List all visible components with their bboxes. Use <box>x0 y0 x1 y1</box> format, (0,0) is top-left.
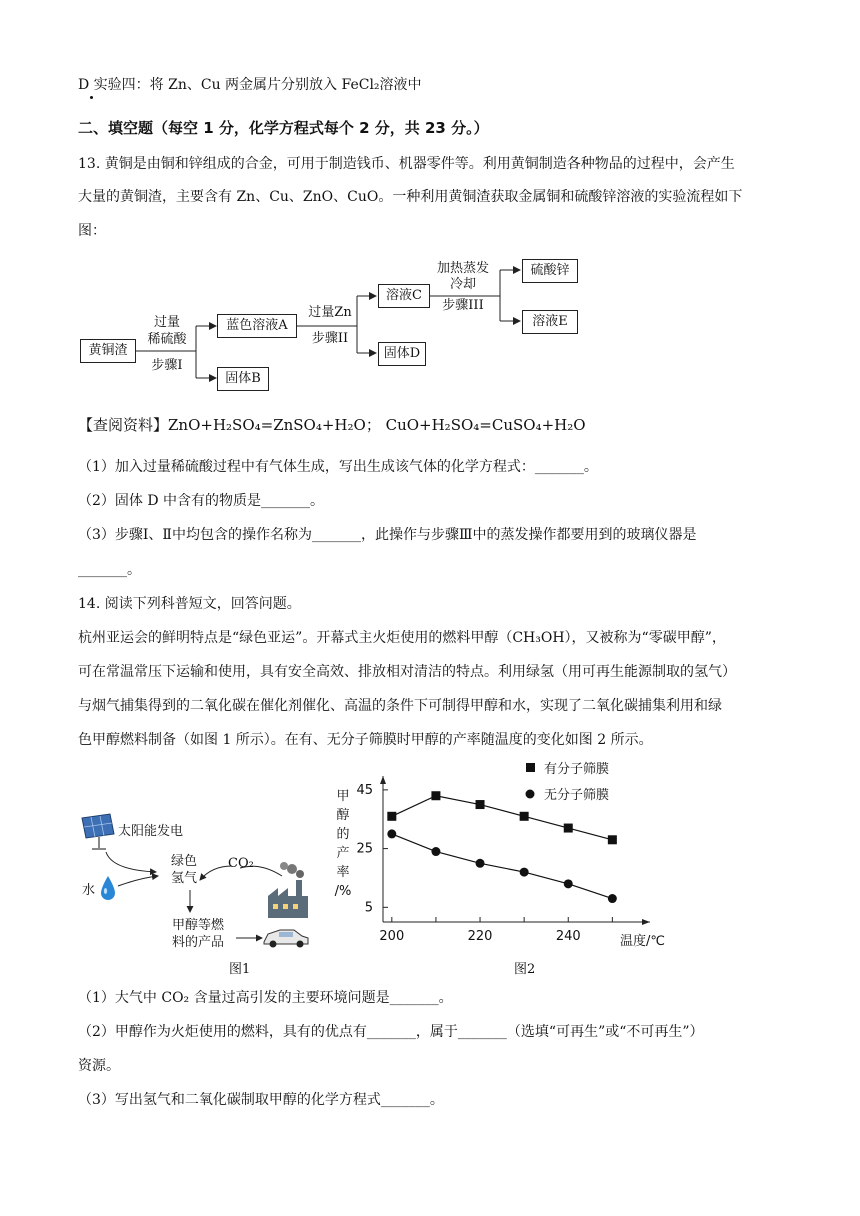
flow-label-step1-top2: 稀硫酸 <box>147 332 187 347</box>
legend-label: 有分子筛膜 <box>544 762 610 777</box>
data-point-square <box>431 791 440 800</box>
q13-stem-line3: 图： <box>78 223 106 239</box>
x-axis-label: 温度/℃ <box>620 934 665 949</box>
fig1-label-co2: CO₂ <box>228 856 254 871</box>
data-point-square <box>520 812 529 821</box>
q14-paragraph-line2: 可在常温常压下运输和使用，具有安全高效、排放相对清洁的特点。利用绿氢（用可再生能源制取的氢气） <box>78 664 736 680</box>
flow-node-solid-b: 固体B <box>217 367 269 391</box>
legend-marker-circle <box>526 790 535 799</box>
flow-node-solution-c: 溶液C <box>378 284 430 308</box>
flow-node-solution-a: 蓝色溶液A <box>217 314 297 338</box>
data-point-square <box>476 800 485 809</box>
legend-label: 无分子筛膜 <box>544 788 610 803</box>
fig1-label-solar: 太阳能发电 <box>118 824 184 839</box>
y-axis-arrow <box>380 776 386 784</box>
flow-label-step3-top2: 冷却 <box>449 277 476 292</box>
fig1-label-water: 水 <box>82 883 96 898</box>
flow-node-zinc-sulfate: 硫酸锌 <box>522 259 578 283</box>
q14-question-1: （1）大气中 CO₂ 含量过高引发的主要环境问题是_______。 <box>78 990 453 1006</box>
q13-question-3a: （3）步骤Ⅰ、Ⅱ中均包含的操作名称为_______，此操作与步骤Ⅲ中的蒸发操作都要用到的玻璃仪器是 <box>78 527 697 543</box>
data-point-circle <box>564 879 573 888</box>
section-title: 二、填空题（每空 1 分，化学方程式每个 2 分，共 23 分。） <box>78 119 489 137</box>
q14-question-2b: 资源。 <box>78 1058 120 1074</box>
figure-1-caption: 图1 <box>229 962 251 977</box>
data-point-circle <box>476 859 485 868</box>
fig1-label-green-h2: 氢气 <box>171 871 198 886</box>
data-point-circle <box>520 868 529 877</box>
q13-question-3b: _______。 <box>78 562 141 578</box>
flow-label-step2-top: 过量Zn <box>308 305 352 320</box>
x-axis-arrow <box>642 919 650 925</box>
x-tick-label: 220 <box>467 929 493 944</box>
q13-stem-line1: 13. 黄铜是由铜和锌组成的合金，可用于制造钱币、机器零件等。利用黄铜制造各种物品的过程中，会产生 <box>78 156 735 172</box>
y-tick-label: 5 <box>364 900 373 916</box>
q14-question-2a: （2）甲醇作为火炬使用的燃料，具有的优点有_______，属于_______（选填“可再生”或“不可再生”） <box>78 1024 704 1040</box>
y-axis-label: 产 <box>336 846 350 861</box>
q13-question-1: （1）加入过量稀硫酸过程中有气体生成，写出生成该气体的化学方程式：_______。 <box>78 459 598 475</box>
q14-paragraph-line1: 杭州亚运会的鲜明特点是“绿色亚运”。开幕式主火炬使用的燃料甲醇（CH₃OH），又被称为“零碳甲醇”， <box>78 630 726 646</box>
q14-question-3: （3）写出氢气和二氧化碳制取甲醇的化学方程式_______。 <box>78 1092 444 1108</box>
y-axis-label: 率 <box>336 865 350 880</box>
series-line <box>392 834 613 899</box>
flow-node-brass-slag: 黄铜渣 <box>80 339 136 363</box>
data-point-circle <box>387 829 396 838</box>
x-tick-label: 240 <box>555 929 581 944</box>
y-axis-label: 醇 <box>336 808 350 823</box>
y-axis-label: 甲 <box>336 789 350 804</box>
data-point-square <box>608 835 617 844</box>
q13-question-2: （2）固体 D 中含有的物质是_______。 <box>78 493 325 509</box>
fig1-label-green-h1: 绿色 <box>171 854 198 869</box>
y-axis-label: /% <box>334 884 352 899</box>
flow-label-step1-bottom: 步骤I <box>151 358 183 373</box>
flow-node-solid-d: 固体D <box>378 342 426 366</box>
figure-2-caption: 图2 <box>514 962 536 977</box>
y-axis-label: 的 <box>336 827 350 842</box>
q13-reference: 【查阅资料】ZnO+H₂SO₄=ZnSO₄+H₂O； CuO+H₂SO₄=CuSO₄+H₂O <box>78 416 586 434</box>
option-d-text: D 实验四：将 Zn、Cu 两金属片分别放入 FeCl₂溶液中 <box>78 77 422 93</box>
legend-marker-square <box>526 763 535 772</box>
flow-label-step3-top1: 加热蒸发 <box>436 261 489 276</box>
data-point-square <box>387 812 396 821</box>
x-tick-label: 200 <box>379 929 405 944</box>
flow-label-step3-bottom: 步骤III <box>442 298 484 313</box>
flow-node-solution-e: 溶液E <box>522 310 578 334</box>
data-point-square <box>564 824 573 833</box>
fig1-label-product2: 料的产品 <box>172 935 225 950</box>
fig1-label-product1: 甲醇等燃 <box>172 918 225 933</box>
flow-label-step2-bottom: 步骤II <box>311 331 349 346</box>
flow-label-step1-top1: 过量 <box>153 315 180 330</box>
q14-paragraph-line3: 与烟气捕集得到的二氧化碳在催化剂催化、高温的条件下可制得甲醇和水，实现了二氧化碳捕集利用和绿 <box>78 698 722 714</box>
data-point-circle <box>431 847 440 856</box>
q14-stem: 14. 阅读下列科普短文，回答问题。 <box>78 596 301 612</box>
y-tick-label: 45 <box>356 782 373 798</box>
y-tick-label: 25 <box>356 841 373 857</box>
q13-stem-line2: 大量的黄铜渣，主要含有 Zn、Cu、ZnO、CuO。一种利用黄铜渣获取金属铜和硫酸锌溶液的实验流程如下 <box>78 189 743 205</box>
data-point-circle <box>608 894 617 903</box>
q14-paragraph-line4: 色甲醇燃料制备（如图 1 所示）。在有、无分子筛膜时甲醇的产率随温度的变化如图 2 所示。 <box>78 732 653 748</box>
